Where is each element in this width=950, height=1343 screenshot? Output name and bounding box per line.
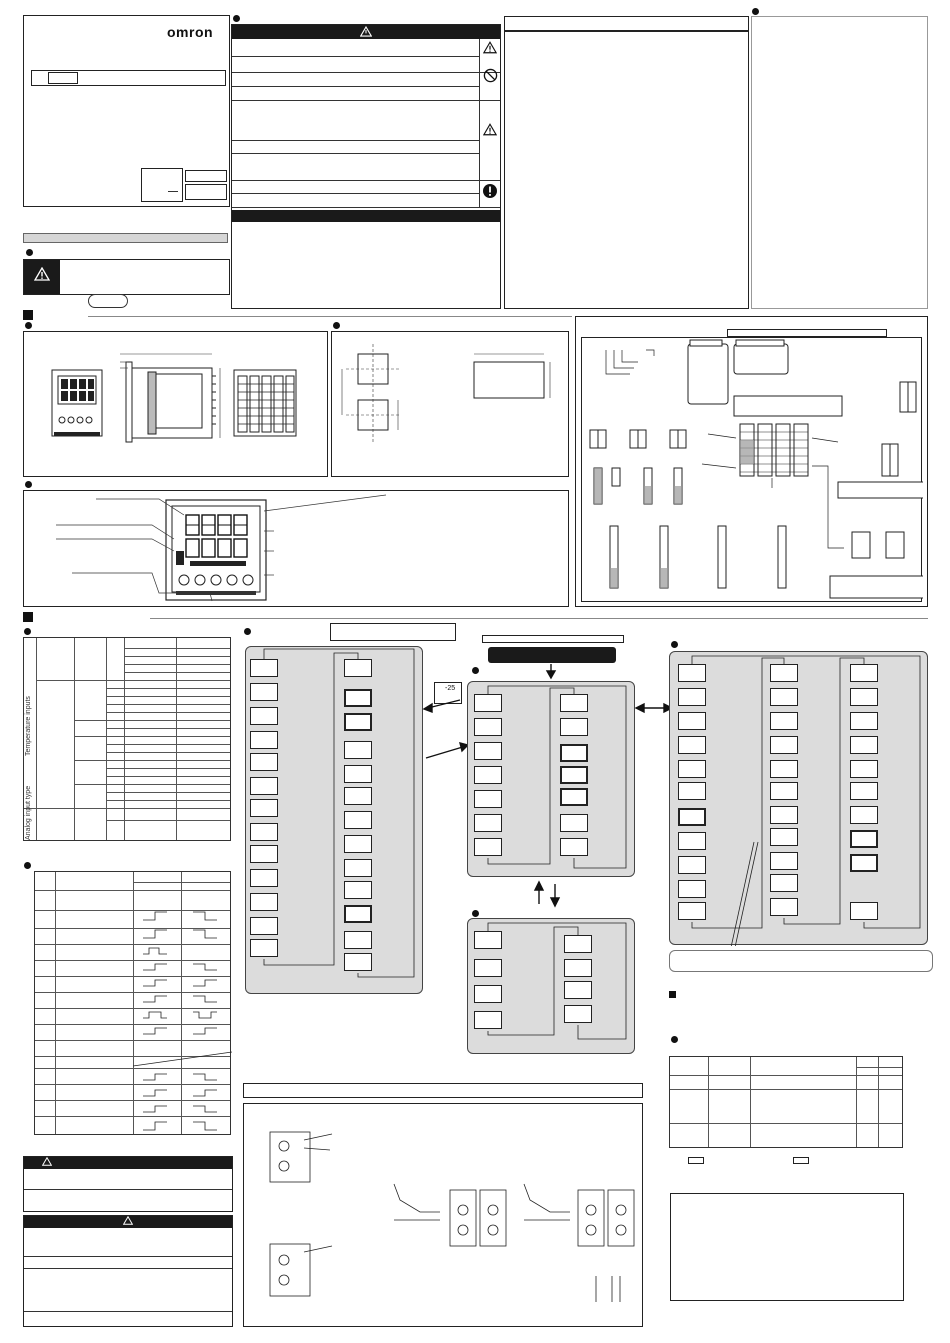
mandatory-icon	[482, 183, 498, 199]
caution-header	[24, 1216, 232, 1228]
front-panel-drawing	[24, 491, 570, 608]
bullet	[26, 249, 33, 256]
adjustment-level-panel	[245, 646, 423, 994]
bullet	[24, 628, 31, 635]
part-names-panel	[23, 490, 569, 607]
warning-triangle-icon	[123, 1216, 133, 1225]
flow-title-2	[482, 635, 624, 643]
oval-mark	[88, 294, 128, 308]
text-block-1	[504, 16, 749, 309]
warnings-block	[231, 24, 501, 309]
section-bar	[23, 233, 228, 243]
flow-connectors	[246, 647, 424, 995]
dimensions-panel	[23, 331, 328, 477]
flow-connectors	[670, 652, 929, 946]
caution-box	[23, 259, 230, 295]
precautions-header	[232, 210, 500, 222]
section-marker	[23, 612, 33, 622]
caution-box-3	[23, 1215, 233, 1327]
group-label-analog: Analog input type	[25, 785, 32, 840]
alarm-type-table	[34, 871, 231, 1135]
warning-triangle-icon	[34, 267, 50, 281]
warning-triangle-icon	[42, 1157, 52, 1166]
text-block-2	[751, 16, 928, 309]
alarm-waveforms	[133, 890, 232, 1136]
wiring-title-bar	[727, 329, 887, 337]
bullet	[333, 322, 340, 329]
caution-header	[24, 1157, 232, 1169]
bullet	[472, 910, 479, 917]
bullet	[671, 1036, 678, 1043]
initial-settings-panel	[669, 651, 928, 945]
bullet	[25, 481, 32, 488]
wiring-precautions-box	[243, 1103, 643, 1327]
warning-header	[232, 25, 500, 39]
operation-level-panel	[467, 681, 635, 877]
protect-level-panel	[467, 918, 635, 1054]
flow-title-1	[330, 623, 456, 641]
warning-triangle-icon	[483, 41, 497, 54]
flow-connectors	[468, 682, 636, 878]
bullet	[752, 8, 759, 15]
bullet	[25, 322, 32, 329]
cutout-drawing	[332, 332, 570, 478]
dimensions-drawing	[24, 332, 329, 478]
approval-box-3	[185, 184, 227, 200]
bullet	[671, 641, 678, 648]
note-box	[670, 1193, 904, 1301]
wiring-inner	[581, 337, 922, 602]
legend-swatch	[793, 1157, 809, 1164]
caution-label-bg	[24, 260, 60, 294]
model-field	[31, 70, 226, 86]
flow-connectors	[468, 919, 636, 1055]
terminal-block-drawing	[582, 338, 923, 603]
wiring-precautions-header	[243, 1083, 643, 1098]
section-marker	[669, 991, 676, 998]
note-bar	[669, 950, 933, 972]
title-block	[23, 15, 230, 207]
warning-triangle-icon	[483, 123, 497, 136]
legend-swatch	[688, 1157, 704, 1164]
input-type-table	[23, 637, 231, 841]
section-marker	[23, 310, 33, 320]
bullet	[472, 667, 479, 674]
bullet	[24, 862, 31, 869]
approval-box-2	[185, 170, 227, 182]
bullet	[233, 15, 240, 22]
group-label-temperature: Temperature inputs	[25, 696, 32, 756]
caution-box-2	[23, 1156, 233, 1212]
omron-logo: omron	[167, 24, 214, 40]
model-field-inner	[48, 72, 78, 84]
cutout-panel	[331, 331, 569, 477]
prohibited-icon	[483, 68, 498, 83]
bullet	[244, 628, 251, 635]
settings-table	[669, 1056, 903, 1148]
terminal-wiring-drawing	[244, 1104, 644, 1328]
warning-triangle-icon	[360, 26, 372, 37]
approval-box	[141, 168, 183, 202]
wiring-outer	[575, 316, 928, 607]
display-value: -25	[445, 685, 456, 692]
